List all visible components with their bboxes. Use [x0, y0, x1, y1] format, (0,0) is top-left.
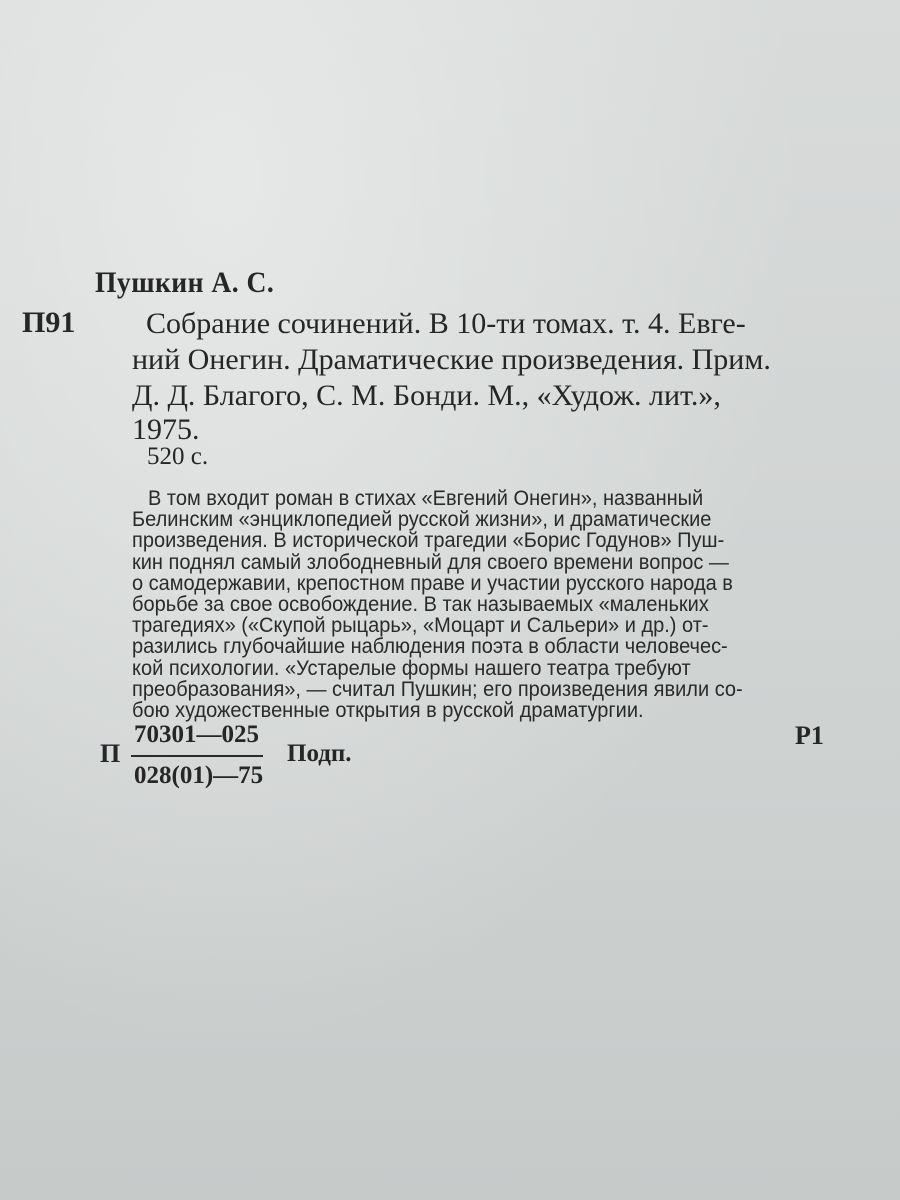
page-count: 520 с.: [147, 443, 209, 470]
annotation-line: о самодержавии, крепостном праве и участии русского народа в: [132, 570, 733, 595]
description-line: Д. Д. Благого, С. М. Бонди. М., «Худож. лит.»,: [132, 379, 721, 412]
index-letter: П: [100, 739, 121, 768]
description-line: ний Онегин. Драматические произведения. Прим.: [132, 343, 771, 376]
index-denominator: 028(01)—75: [134, 762, 264, 789]
annotation-line: Белинским «энциклопедией русской жизни», и драматические: [132, 507, 712, 532]
annotation-line-last: бою художественные открытия в русской драматургии.: [132, 698, 644, 722]
annotation-line: трагедиях» («Скупой рыцарь», «Моцарт и Сальери» и др.) от-: [132, 613, 709, 638]
annotation-line: произведения. В исторической трагедии «Борис Годунов» Пуш-: [132, 528, 725, 553]
bbk-code: П91: [22, 306, 76, 339]
description-line: 1975.: [132, 413, 200, 446]
description-line: Собрание сочинений. В 10-ти томах. т. 4. Евге-: [146, 307, 746, 340]
classification-code: Р1: [795, 721, 824, 750]
annotation-line: преобразования», — считал Пушкин; его произведения явили со-: [132, 676, 743, 701]
author-name: Пушкин А. С.: [95, 266, 275, 299]
annotation-line: борьбе за свое освобождение. В так называемых «маленьких: [132, 592, 709, 616]
annotation-line: разились глубочайшие наблюдения поэта в области человечес-: [132, 634, 728, 659]
index-numerator: 70301—025: [134, 721, 259, 748]
annotation-line: кой психологии. «Устарелые формы нашего театра требуют: [132, 655, 691, 680]
fraction-bar: [131, 755, 263, 757]
annotation-line: кин поднял самый злободневный для своего времени вопрос —: [132, 549, 729, 574]
subscription-label: Подп.: [287, 740, 352, 767]
annotation-line: В том входит роман в стихах «Евгений Онегин», названный: [148, 486, 704, 510]
